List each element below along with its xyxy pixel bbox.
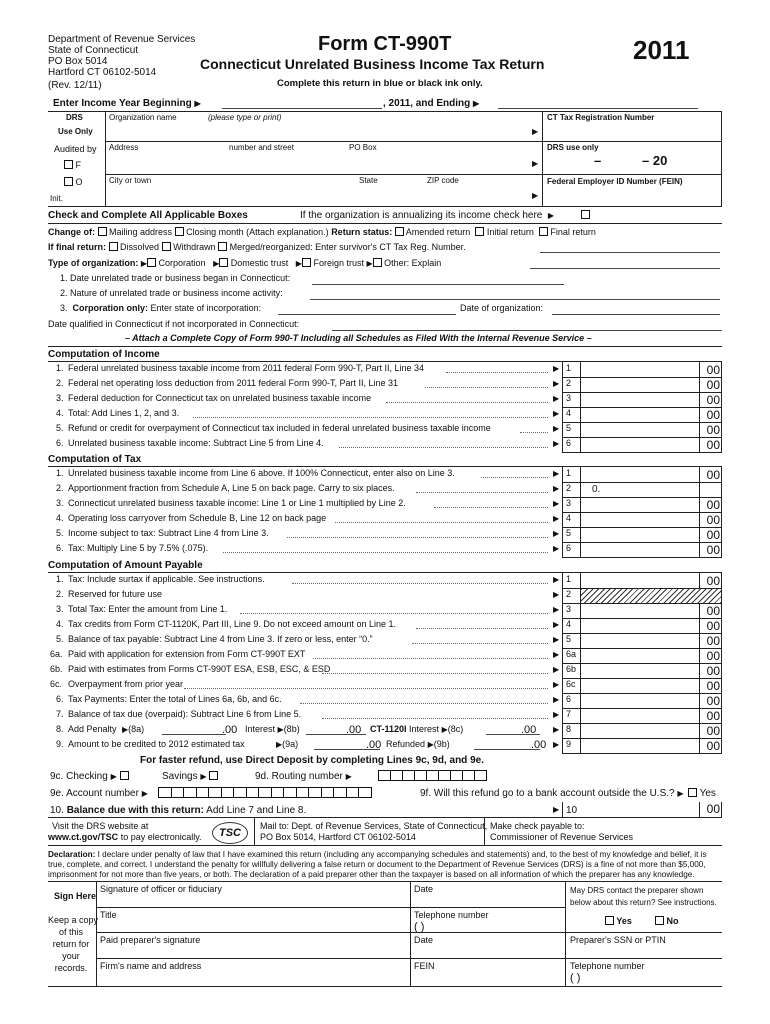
tax-line-5-amount[interactable] (582, 527, 698, 542)
income-section-title: Computation of Income (48, 349, 160, 360)
preparer-date-field[interactable]: Date (414, 935, 434, 945)
sign-here-label: Sign Here (54, 891, 97, 901)
balance-due-label: 10. Balance due with this return: Add Line 7 and Line 8. (50, 805, 307, 816)
may-contact-1: May DRS contact the preparer shown (570, 886, 704, 895)
payable-line-6a-amount[interactable] (582, 648, 698, 663)
payable-line-6b-amount[interactable] (582, 663, 698, 678)
payable-line-6c-box-number: 6c (566, 679, 576, 689)
savings-option[interactable]: Savings ▶ (162, 771, 218, 782)
sign-date-field[interactable]: Date (414, 884, 434, 894)
q3-date-field[interactable] (552, 314, 720, 315)
q3-label: 3. Corporation only: Enter state of incorporation: (60, 303, 262, 313)
payable-line-9-cents: 00 (706, 739, 720, 753)
annualize-label: If the organization is annualizing its income check here ▶ (300, 210, 555, 221)
annualize-checkbox[interactable] (581, 210, 590, 221)
state-label: State (359, 176, 378, 185)
tax-line-6-number: 6. (56, 543, 64, 553)
arrow-icon: ▶ (553, 394, 560, 403)
arrow-icon: ▶ (553, 725, 560, 734)
payable-line-8-number: 8. (56, 724, 64, 734)
arrow-icon: ▶ (553, 364, 560, 373)
tax-line-5-text: Income subject to tax: Subtract Line 4 from Line 3. (68, 528, 269, 538)
arrow-icon: ▶ (553, 499, 560, 508)
interest-8b-cents: .00 (346, 724, 362, 736)
drs-use-label: DRS use only (547, 143, 599, 152)
payable-line-8-cents: 00 (706, 724, 720, 738)
po-box-label: PO Box (349, 143, 377, 152)
survivor-reg-field[interactable] (540, 252, 720, 253)
may-contact-2: below about this return? See instructions. (570, 898, 717, 907)
payable-line-6b-number: 6b. (50, 664, 63, 674)
form-title: Form CT-990T (318, 33, 452, 55)
income-line-2-box-number: 2 (566, 378, 572, 388)
payable-line-9-number: 9. (56, 739, 64, 749)
income-line-4-number: 4. (56, 408, 64, 418)
amended-checkbox[interactable] (395, 227, 404, 236)
check-f[interactable]: F (64, 160, 81, 171)
tax-section-title: Computation of Tax (48, 454, 142, 465)
income-line-5-number: 5. (56, 423, 64, 433)
income-line-1-box-number: 1 (566, 363, 572, 373)
city-label: City or town (109, 176, 152, 185)
payable-line-5-text: Balance of tax payable: Subtract Line 4 from Line 3. If zero or less, enter “0.” (68, 634, 373, 644)
payable-line-6c-cents: 00 (706, 679, 720, 693)
income-line-6-number: 6. (56, 438, 64, 448)
q1-field[interactable] (312, 284, 564, 285)
drs-label: DRS (66, 113, 83, 122)
tax-line-6-text: Tax: Multiply Line 5 by 7.5% (.075). (68, 543, 209, 553)
payable-line-5-amount[interactable] (582, 633, 698, 648)
payable-to-2: Commissioner of Revenue Services (490, 832, 634, 842)
outside-us-yes[interactable]: Yes (688, 788, 716, 799)
payable-line-1-box-number: 1 (566, 574, 572, 584)
income-line-2-amount[interactable] (582, 377, 698, 392)
arrow-icon: ▶ (553, 620, 560, 629)
income-line-5-text: Refund or credit for overpayment of Connecticut tax included in federal unrelated business taxable income (68, 423, 491, 433)
income-line-2-number: 2. (56, 378, 64, 388)
routing-label: 9d. Routing number ▶ (255, 771, 352, 782)
payable-line-7-amount[interactable] (582, 708, 698, 723)
init-label: Init. (50, 194, 63, 203)
tax-line-2-number: 2. (56, 483, 64, 493)
contact-yes[interactable]: Yes (605, 916, 632, 927)
telephone-label: Telephone number (414, 910, 489, 920)
preparer-telephone-field[interactable]: ( ) (570, 972, 581, 984)
payable-line-5-cents: 00 (706, 634, 720, 648)
income-line-2-text: Federal net operating loss deduction from 2011 federal Form 990-T, Part II, Line 31 (68, 378, 399, 388)
visit-label: Visit the DRS website at (52, 821, 149, 831)
payable-line-6-number: 6. (56, 694, 64, 704)
declaration-line-3: imprisonment for not more than five years, or both. The declaration of a paid preparer other than the taxpayer is based on all information of which the preparer has any knowledge. (48, 870, 695, 879)
dissolved-checkbox[interactable] (109, 242, 118, 251)
arrow-icon: ▶ (532, 159, 539, 168)
closing-checkbox[interactable] (175, 227, 184, 236)
year-begin-label: Enter Income Year Beginning ▶ (53, 98, 201, 109)
org-type-row: Type of organization: ▶ Corporation ▶ Domestic trust ▶ Foreign trust ▶ Other: Explain (48, 258, 442, 268)
fein-label: Federal Employer ID Number (FEIN) (547, 177, 683, 186)
tsc-logo: TSC (212, 822, 248, 844)
title-field[interactable]: Title (100, 910, 117, 920)
contact-no[interactable]: No (655, 916, 679, 927)
payable-line-6b-box-number: 6b (566, 664, 577, 674)
tax-line-1-box-number: 1 (566, 468, 572, 478)
tax-line-6-box-number: 6 (566, 543, 572, 553)
tax-line-1-amount[interactable] (582, 467, 698, 482)
arrow-icon: ▶ (532, 191, 539, 200)
tax-line-4-amount[interactable] (582, 512, 698, 527)
ct1120i-8c-cents: .00 (521, 724, 537, 736)
income-line-3-cents: 00 (706, 393, 720, 407)
year-end-field[interactable] (498, 108, 698, 109)
arrow-icon: ▶ (553, 439, 560, 448)
arrow-icon: ▶ (553, 424, 560, 433)
dept-name: Department of Revenue Services (48, 34, 196, 45)
payable-line-7-number: 7. (56, 709, 64, 719)
qualified-field[interactable] (332, 330, 722, 331)
preparer-signature-field[interactable]: Paid preparer's signature (100, 935, 201, 945)
foreign-checkbox[interactable] (302, 258, 311, 267)
arrow-icon: ▶ (553, 710, 560, 719)
payable-line-2-number: 2. (56, 589, 64, 599)
payable-line-6a-text: Paid with application for extension from Form CT-990T EXT (68, 649, 306, 659)
income-line-4-text: Total: Add Lines 1, 2, and 3. (68, 408, 180, 418)
checking-option[interactable]: 9c. Checking ▶ (50, 771, 129, 782)
ct-reg-label: CT Tax Registration Number (547, 113, 655, 122)
tax-line-3-number: 3. (56, 498, 64, 508)
income-line-4-amount[interactable] (582, 407, 698, 422)
keep-copy-4: your (62, 951, 80, 961)
payable-line-1-cents: 00 (706, 574, 720, 588)
payable-line-1-text: Tax: Include surtax if applicable. See instructions. (68, 574, 265, 584)
arrow-icon: ▶ (553, 544, 560, 553)
penalty-8a: ▶(8a) (122, 724, 145, 734)
credit-9a: ▶(9a) (276, 739, 299, 749)
audited-label: Audited by (54, 144, 97, 154)
income-line-3-box-number: 3 (566, 393, 572, 403)
arrow-icon: ▶ (553, 805, 560, 814)
tax-line-5-box-number: 5 (566, 528, 572, 538)
zip-label: ZIP code (427, 176, 459, 185)
use-only-label: Use Only (58, 127, 93, 136)
q3-date-label: Date of organization: (460, 303, 544, 313)
payable-line-6-box-number: 6 (566, 694, 572, 704)
refunded-9b: Refunded ▶(9b) (386, 739, 450, 749)
arrow-icon: ▶ (553, 605, 560, 614)
declaration-line-1: Declaration: I declare under penalty of law that I have examined this return (including any accompanying schedules and statements) and, to the best of my knowledge and belief, it is (48, 850, 707, 859)
payable-line-6a-cents: 00 (706, 649, 720, 663)
q3-state-field[interactable] (278, 314, 456, 315)
payable-line-3-text: Total Tax: Enter the amount from Line 1. (68, 604, 228, 614)
final-checkbox[interactable] (539, 227, 548, 236)
payable-line-4-number: 4. (56, 619, 64, 629)
income-line-4-box-number: 4 (566, 408, 572, 418)
tax-line-1-number: 1. (56, 468, 64, 478)
org-name-label: Organization name (109, 113, 177, 122)
form-subtitle: Connecticut Unrelated Business Income Tax Return (200, 56, 545, 72)
payable-line-1-number: 1. (56, 574, 64, 584)
tax-line-5-cents: 00 (706, 528, 720, 542)
payable-line-6b-text: Paid with estimates from Forms CT-990T ESA, ESB, ESC, & ESD (68, 664, 331, 674)
arrow-icon: ▶ (553, 529, 560, 538)
type-print-note: (please type or print) (208, 113, 282, 122)
tax-line-4-box-number: 4 (566, 513, 572, 523)
domestic-checkbox[interactable] (219, 258, 228, 267)
refund-title: For faster refund, use Direct Deposit by completing Lines 9c, 9d, and 9e. (140, 755, 484, 766)
payable-line-7-box-number: 7 (566, 709, 572, 719)
income-line-6-cents: 00 (706, 438, 720, 452)
arrow-icon: ▶ (553, 409, 560, 418)
income-line-1-cents: 00 (706, 363, 720, 377)
outside-us-label: 9f. Will this refund go to a bank account outside the U.S.? ▶ (420, 788, 684, 799)
income-line-6-text: Unrelated business taxable income: Subtract Line 5 from Line 4. (68, 438, 324, 448)
arrow-icon: ▶ (553, 484, 560, 493)
tax-line-2-box-number: 2 (566, 483, 572, 493)
income-line-1-text: Federal unrelated business taxable income from 2011 federal Form 990-T, Part II, Line 34 (68, 363, 425, 373)
q1-label: 1. Date unrelated trade or business began in Connecticut: (60, 273, 291, 283)
state-name: State of Connecticut (48, 45, 139, 56)
firm-name-field[interactable]: Firm's name and address (100, 961, 202, 971)
payable-line-4-amount[interactable] (582, 618, 698, 633)
payable-line-6-cents: 00 (706, 694, 720, 708)
address-label: Address (109, 143, 139, 152)
income-line-5-amount[interactable] (582, 422, 698, 437)
city-address: Hartford CT 06102-5014 (48, 67, 157, 78)
check-o[interactable]: O (64, 177, 83, 188)
ink-note: Complete this return in blue or black ink only. (277, 78, 483, 89)
arrow-icon: ▶ (553, 680, 560, 689)
payable-line-1-amount[interactable] (582, 573, 698, 588)
payable-line-6-amount[interactable] (582, 693, 698, 708)
other-explain-field[interactable] (530, 268, 720, 269)
mail-to-1: Mail to: Dept. of Revenue Services, State of Connecticut, (260, 821, 488, 831)
income-line-2-cents: 00 (706, 378, 720, 392)
payable-to-1: Make check payable to: (490, 821, 585, 831)
payable-line-5-box-number: 5 (566, 634, 572, 644)
account-number-boxes[interactable] (158, 787, 372, 801)
line-10-cents: 00 (706, 802, 720, 816)
tax-line-6-amount[interactable] (582, 542, 698, 557)
arrow-icon: ▶ (553, 695, 560, 704)
payable-line-2-text: Reserved for future use (68, 589, 163, 599)
mailing-checkbox[interactable] (98, 227, 107, 236)
payable-line-9-amount[interactable] (582, 738, 698, 753)
po-box: PO Box 5014 (48, 56, 108, 67)
tax-line-4-cents: 00 (706, 513, 720, 527)
payable-line-8-text: Add Penalty (68, 724, 117, 734)
arrow-icon: ▶ (553, 635, 560, 644)
routing-number-boxes[interactable] (378, 770, 487, 784)
check-title: Check and Complete All Applicable Boxes (48, 210, 248, 221)
payable-line-8-box-number: 8 (566, 724, 572, 734)
payable-line-3-cents: 00 (706, 604, 720, 618)
drs-dash-20: – 20 (642, 153, 668, 168)
payable-line-5-number: 5. (56, 634, 64, 644)
income-line-6-box-number: 6 (566, 438, 572, 448)
arrow-icon: ▶ (553, 514, 560, 523)
account-label: 9e. Account number ▶ (50, 788, 148, 799)
payable-line-7-text: Balance of tax due (overpaid): Subtract Line 6 from Line 5. (68, 709, 302, 719)
tax-line-1-text: Unrelated business taxable income from Line 6 above. If 100% Connecticut, enter also on Line 3. (68, 468, 455, 478)
firm-fein-field[interactable]: FEIN (414, 961, 435, 971)
credit-9a-cents: .00 (366, 739, 382, 751)
payable-line-6c-text: Overpayment from prior year (68, 679, 184, 689)
officer-signature-field[interactable]: Signature of officer or fiduciary (100, 884, 222, 894)
keep-copy-2: of this (58, 927, 83, 937)
payable-line-4-text: Tax credits from Form CT-1120K, Part III, Line 9. Do not exceed amount on Line 1. (68, 619, 396, 629)
payable-line-6b-cents: 00 (706, 664, 720, 678)
q2-label: 2. Nature of unrelated trade or business income activity: (60, 288, 283, 298)
payable-line-9-box-number: 9 (566, 739, 572, 749)
refunded-9b-cents: .00 (531, 739, 547, 751)
tax-line-2-prefix: 0. (592, 484, 601, 495)
tax-line-4-text: Operating loss carryover from Schedule B, Line 12 on back page (68, 513, 327, 523)
tax-line-6-cents: 00 (706, 543, 720, 557)
merged-checkbox[interactable] (218, 242, 227, 251)
arrow-icon: ▶ (553, 379, 560, 388)
tax-line-2-text: Apportionment fraction from Schedule A, Line 5 on back page. Carry to six places. (68, 483, 395, 493)
keep-copy-3: return for (52, 939, 90, 949)
tsc-link[interactable]: www.ct.gov/TSC (48, 832, 119, 842)
payable-line-6-text: Tax Payments: Enter the total of Lines 6a, 6b, and 6c. (68, 694, 282, 704)
income-line-4-cents: 00 (706, 408, 720, 422)
income-line-6-amount[interactable] (582, 437, 698, 452)
income-line-1-number: 1. (56, 363, 64, 373)
arrow-icon: ▶ (553, 740, 560, 749)
payable-line-6a-number: 6a. (50, 649, 63, 659)
payable-line-8-amount[interactable] (582, 723, 698, 738)
q2-field[interactable] (310, 299, 720, 300)
tax-line-1-cents: 00 (706, 468, 720, 482)
interest-8b: Interest ▶(8b) (245, 724, 300, 734)
arrow-icon: ▶ (532, 127, 539, 136)
tax-year: 2011 (633, 35, 690, 65)
payable-line-7-cents: 00 (706, 709, 720, 723)
payable-line-6c-number: 6c. (50, 679, 63, 689)
telephone-field[interactable]: ( ) (414, 921, 425, 933)
final-return-row: If final return: Dissolved Withdrawn Merged/reorganized: Enter survivor's CT Tax Reg. Number. (48, 242, 466, 252)
payable-line-2-box-number: 2 (566, 589, 572, 599)
income-line-1-amount[interactable] (582, 362, 698, 377)
payable-line-4-box-number: 4 (566, 619, 572, 629)
change-of-row: Change of: Mailing address Closing month (Attach explanation.) Return status: Amended return Initial return Final return (48, 227, 596, 237)
street-label: number and street (229, 143, 294, 152)
preparer-telephone-label: Telephone number (570, 961, 645, 971)
arrow-icon: ▶ (553, 650, 560, 659)
other-checkbox[interactable] (373, 258, 382, 267)
tax-line-4-number: 4. (56, 513, 64, 523)
income-line-5-box-number: 5 (566, 423, 572, 433)
mail-to-2: PO Box 5014, Hartford CT 06102-5014 (260, 832, 416, 842)
tax-line-5-number: 5. (56, 528, 64, 538)
income-line-3-number: 3. (56, 393, 64, 403)
tax-line-3-text: Connecticut unrelated business taxable income: Line 1 or Line 1 multiplied by Line 2. (68, 498, 406, 508)
tax-line-3-amount[interactable] (582, 497, 698, 512)
arrow-icon: ▶ (553, 590, 560, 599)
payable-line-3-number: 3. (56, 604, 64, 614)
payable-line-6c-amount[interactable] (582, 678, 698, 693)
payable-line-3-box-number: 3 (566, 604, 572, 614)
corporation-checkbox[interactable] (147, 258, 156, 267)
ct1120i-8c: CT-1120I Interest ▶(8c) (370, 724, 464, 734)
payable-section-title: Computation of Amount Payable (48, 560, 203, 571)
payable-line-3-amount[interactable] (582, 603, 698, 618)
year-begin-field[interactable] (222, 108, 382, 109)
keep-copy-1: Keep a copy (48, 915, 99, 925)
arrow-icon: ▶ (553, 665, 560, 674)
preparer-ssn-field[interactable]: Preparer's SSN or PTIN (570, 935, 666, 945)
drs-dash: – (594, 153, 602, 168)
revision: (Rev. 12/11) (48, 80, 102, 91)
line-10-number: 10 (566, 805, 578, 816)
arrow-icon: ▶ (553, 575, 560, 584)
year-end-label: , 2011, and Ending ▶ (383, 98, 480, 109)
withdrawn-checkbox[interactable] (162, 242, 171, 251)
income-line-5-cents: 00 (706, 423, 720, 437)
qualified-label: Date qualified in Connecticut if not incorporated in Connecticut: (48, 319, 300, 329)
tax-line-3-cents: 00 (706, 498, 720, 512)
reserved-hatch (581, 589, 721, 603)
arrow-icon: ▶ (553, 469, 560, 478)
income-line-3-amount[interactable] (582, 392, 698, 407)
initial-checkbox[interactable] (475, 227, 484, 236)
payable-line-6a-box-number: 6a (566, 649, 577, 659)
declaration-line-2: true, complete, and correct. I understand the penalty for willfully delivering a false return or document to the Department of Revenue Services (DRS) is a fine of not more than $5,000, (48, 860, 706, 869)
payable-line-9-text: Amount to be credited to 2012 estimated tax (68, 739, 245, 749)
tax-line-3-box-number: 3 (566, 498, 572, 508)
attach-note: – Attach a Complete Copy of Form 990-T Including all Schedules as Filed With the Internal Revenue Service – (125, 333, 592, 343)
keep-copy-5: records. (54, 963, 88, 973)
payable-line-4-cents: 00 (706, 619, 720, 633)
penalty-8a-cents: .00 (222, 724, 238, 736)
penalty-8a-field[interactable] (162, 734, 226, 735)
visit-url: www.ct.gov/TSC to pay electronically. (48, 832, 202, 842)
income-line-3-text: Federal deduction for Connecticut tax on unrelated business taxable income (68, 393, 372, 403)
